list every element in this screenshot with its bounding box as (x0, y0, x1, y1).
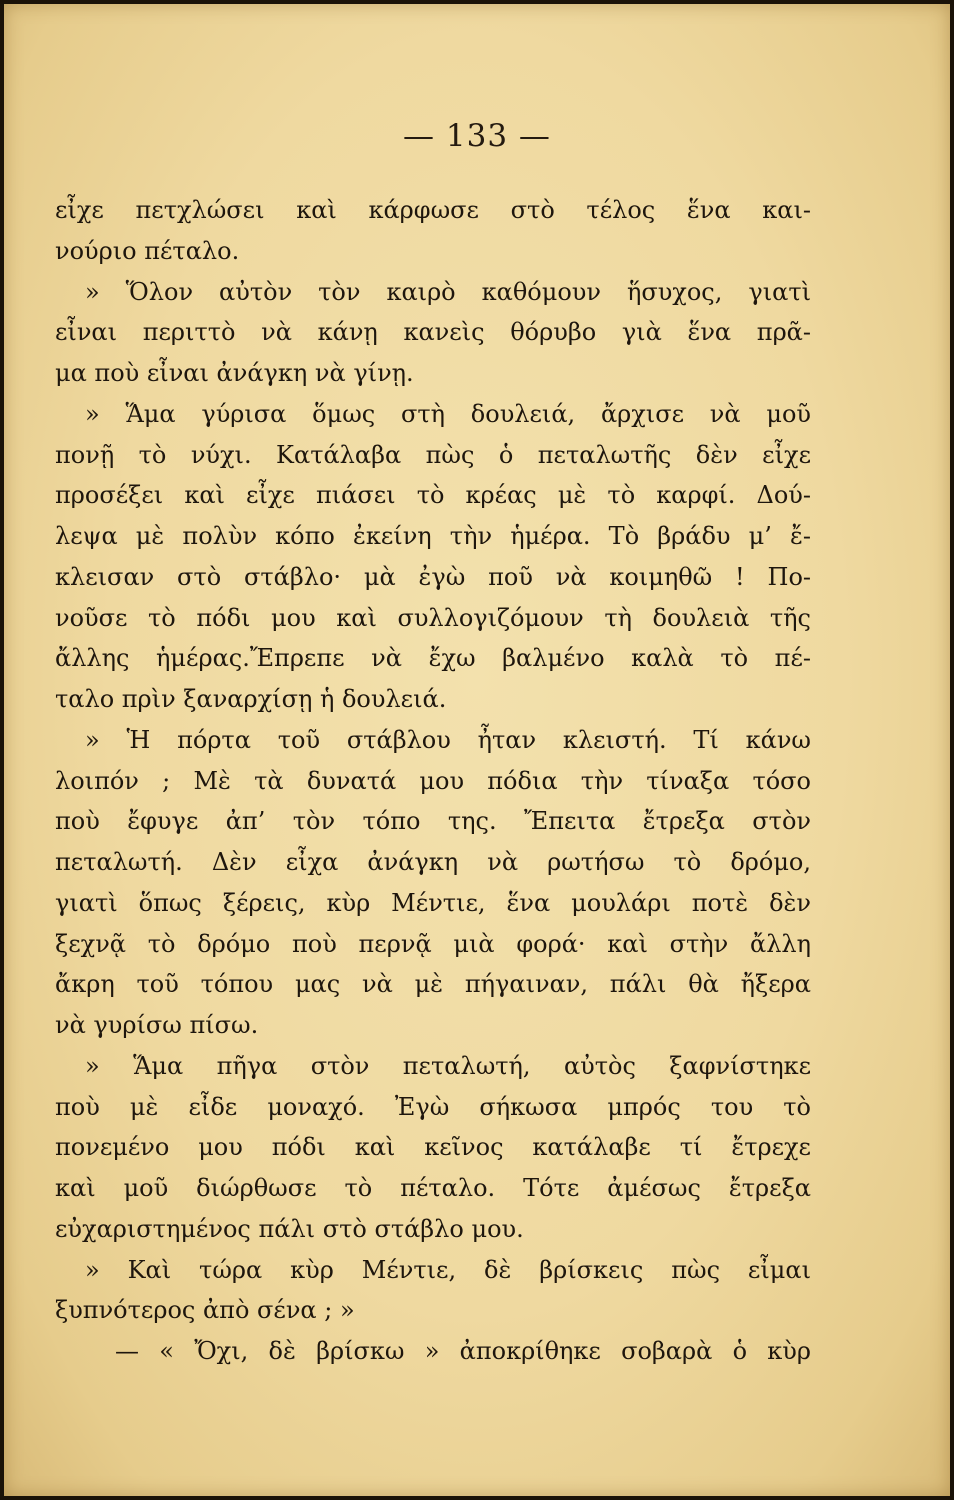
book-page (4, 4, 950, 1496)
text-line: πονῇ τὸ νύχι. Κατάλαβα πὼς ὁ πεταλωτῆς δὲν εἶχε (55, 440, 811, 469)
text-line: ποὺ μὲ εἶδε μοναχό. Ἐγὼ σήκωσα μπρός του τὸ (55, 1092, 811, 1121)
text-line: καὶ μοῦ διώρθωσε τὸ πέταλο. Τότε ἀμέσως ἔτρεξα (55, 1174, 811, 1202)
text-line: — « Ὄχι, δὲ βρίσκω » ἀποκρίθηκε σοβαρὰ ὁ κὺρ (115, 1337, 811, 1365)
text-line: πονεμένο μου πόδι καὶ κεῖνος κατάλαβε τί ἔτρεχε (55, 1133, 811, 1162)
text-line: εὐχαριστημένος πάλι στὸ στάβλο μου. (55, 1214, 524, 1243)
text-line: ἄλλης ἡμέρας.Ἔπρεπε νὰ ἔχω βαλμένο καλὰ τὸ πέ- (55, 644, 811, 673)
text-line: λεψα μὲ πολὺν κόπο ἐκείνη τὴν ἡμέρα. Τὸ βράδυ μ’ ἔ- (55, 522, 811, 550)
text-line: νοῦσε τὸ πόδι μου καὶ συλλογιζόμουν τὴ δουλειὰ τῆς (55, 603, 811, 632)
text-line: λοιπόν ; Μὲ τὰ δυνατά μου πόδια τὴν τίναξα τόσο (55, 766, 811, 795)
page-number: — 133 — (403, 118, 551, 154)
text-line: » Ἡ πόρτα τοῦ στάβλου ἦταν κλειστή. Τί κάνω (85, 725, 811, 754)
text-line: ταλο πρὶν ξαναρχίσῃ ἡ δουλειά. (55, 685, 447, 713)
text-line: εἶχε πετχλώσει καὶ κάρφωσε στὸ τέλος ἕνα και- (55, 196, 811, 224)
text-line: γιατὶ ὅπως ξέρεις, κὺρ Μέντιε, ἕνα μουλάρι ποτὲ δὲν (55, 888, 811, 917)
text-line: νὰ γυρίσω πίσω. (55, 1011, 259, 1039)
text-line: » Ἅμα πῆγα στὸν πεταλωτή, αὐτὸς ξαφνίστηκε (85, 1051, 811, 1080)
text-line: ἄκρη τοῦ τόπου μας νὰ μὲ πήγαιναν, πάλι θὰ ἤξερα (55, 970, 811, 999)
text-line: προσέξει καὶ εἶχε πιάσει τὸ κρέας μὲ τὸ καρφί. Δού- (55, 481, 811, 510)
text-line: ποὺ ἔφυγε ἀπ’ τὸν τόπο της. Ἔπειτα ἔτρεξα στὸν (55, 807, 811, 836)
text-line: εἶναι περιττὸ νὰ κάνῃ κανεὶς θόρυβο γιὰ ἕνα πρᾶ- (55, 318, 811, 347)
text-line: μα ποὺ εἶναι ἀνάγκη νὰ γίνῃ. (55, 359, 414, 387)
body-text (55, 190, 811, 1372)
text-line: πεταλωτή. Δὲν εἶχα ἀνάγκη νὰ ρωτήσω τὸ δρόμο, (55, 848, 811, 876)
text-line: ξυπνότερος ἀπὸ σένα ; » (55, 1296, 355, 1325)
text-line: » Ἅμα γύρισα ὅμως στὴ δουλειά, ἄρχισε νὰ μοῦ (85, 399, 811, 428)
text-line: » Ὅλον αὐτὸν τὸν καιρὸ καθόμουν ἥσυχος, γιατὶ (85, 277, 811, 306)
text-line: » Καὶ τώρα κὺρ Μέντιε, δὲ βρίσκεις πὼς εἶμαι (85, 1255, 811, 1284)
text-line: κλεισαν στὸ στάβλο· μὰ ἐγὼ ποῦ νὰ κοιμηθῶ ! Πο- (55, 562, 811, 591)
text-line: νούριο πέταλο. (55, 236, 240, 265)
text-line: ξεχνᾷ τὸ δρόμο ποὺ περνᾷ μιὰ φορά· καὶ στὴν ἄλλη (55, 929, 811, 958)
